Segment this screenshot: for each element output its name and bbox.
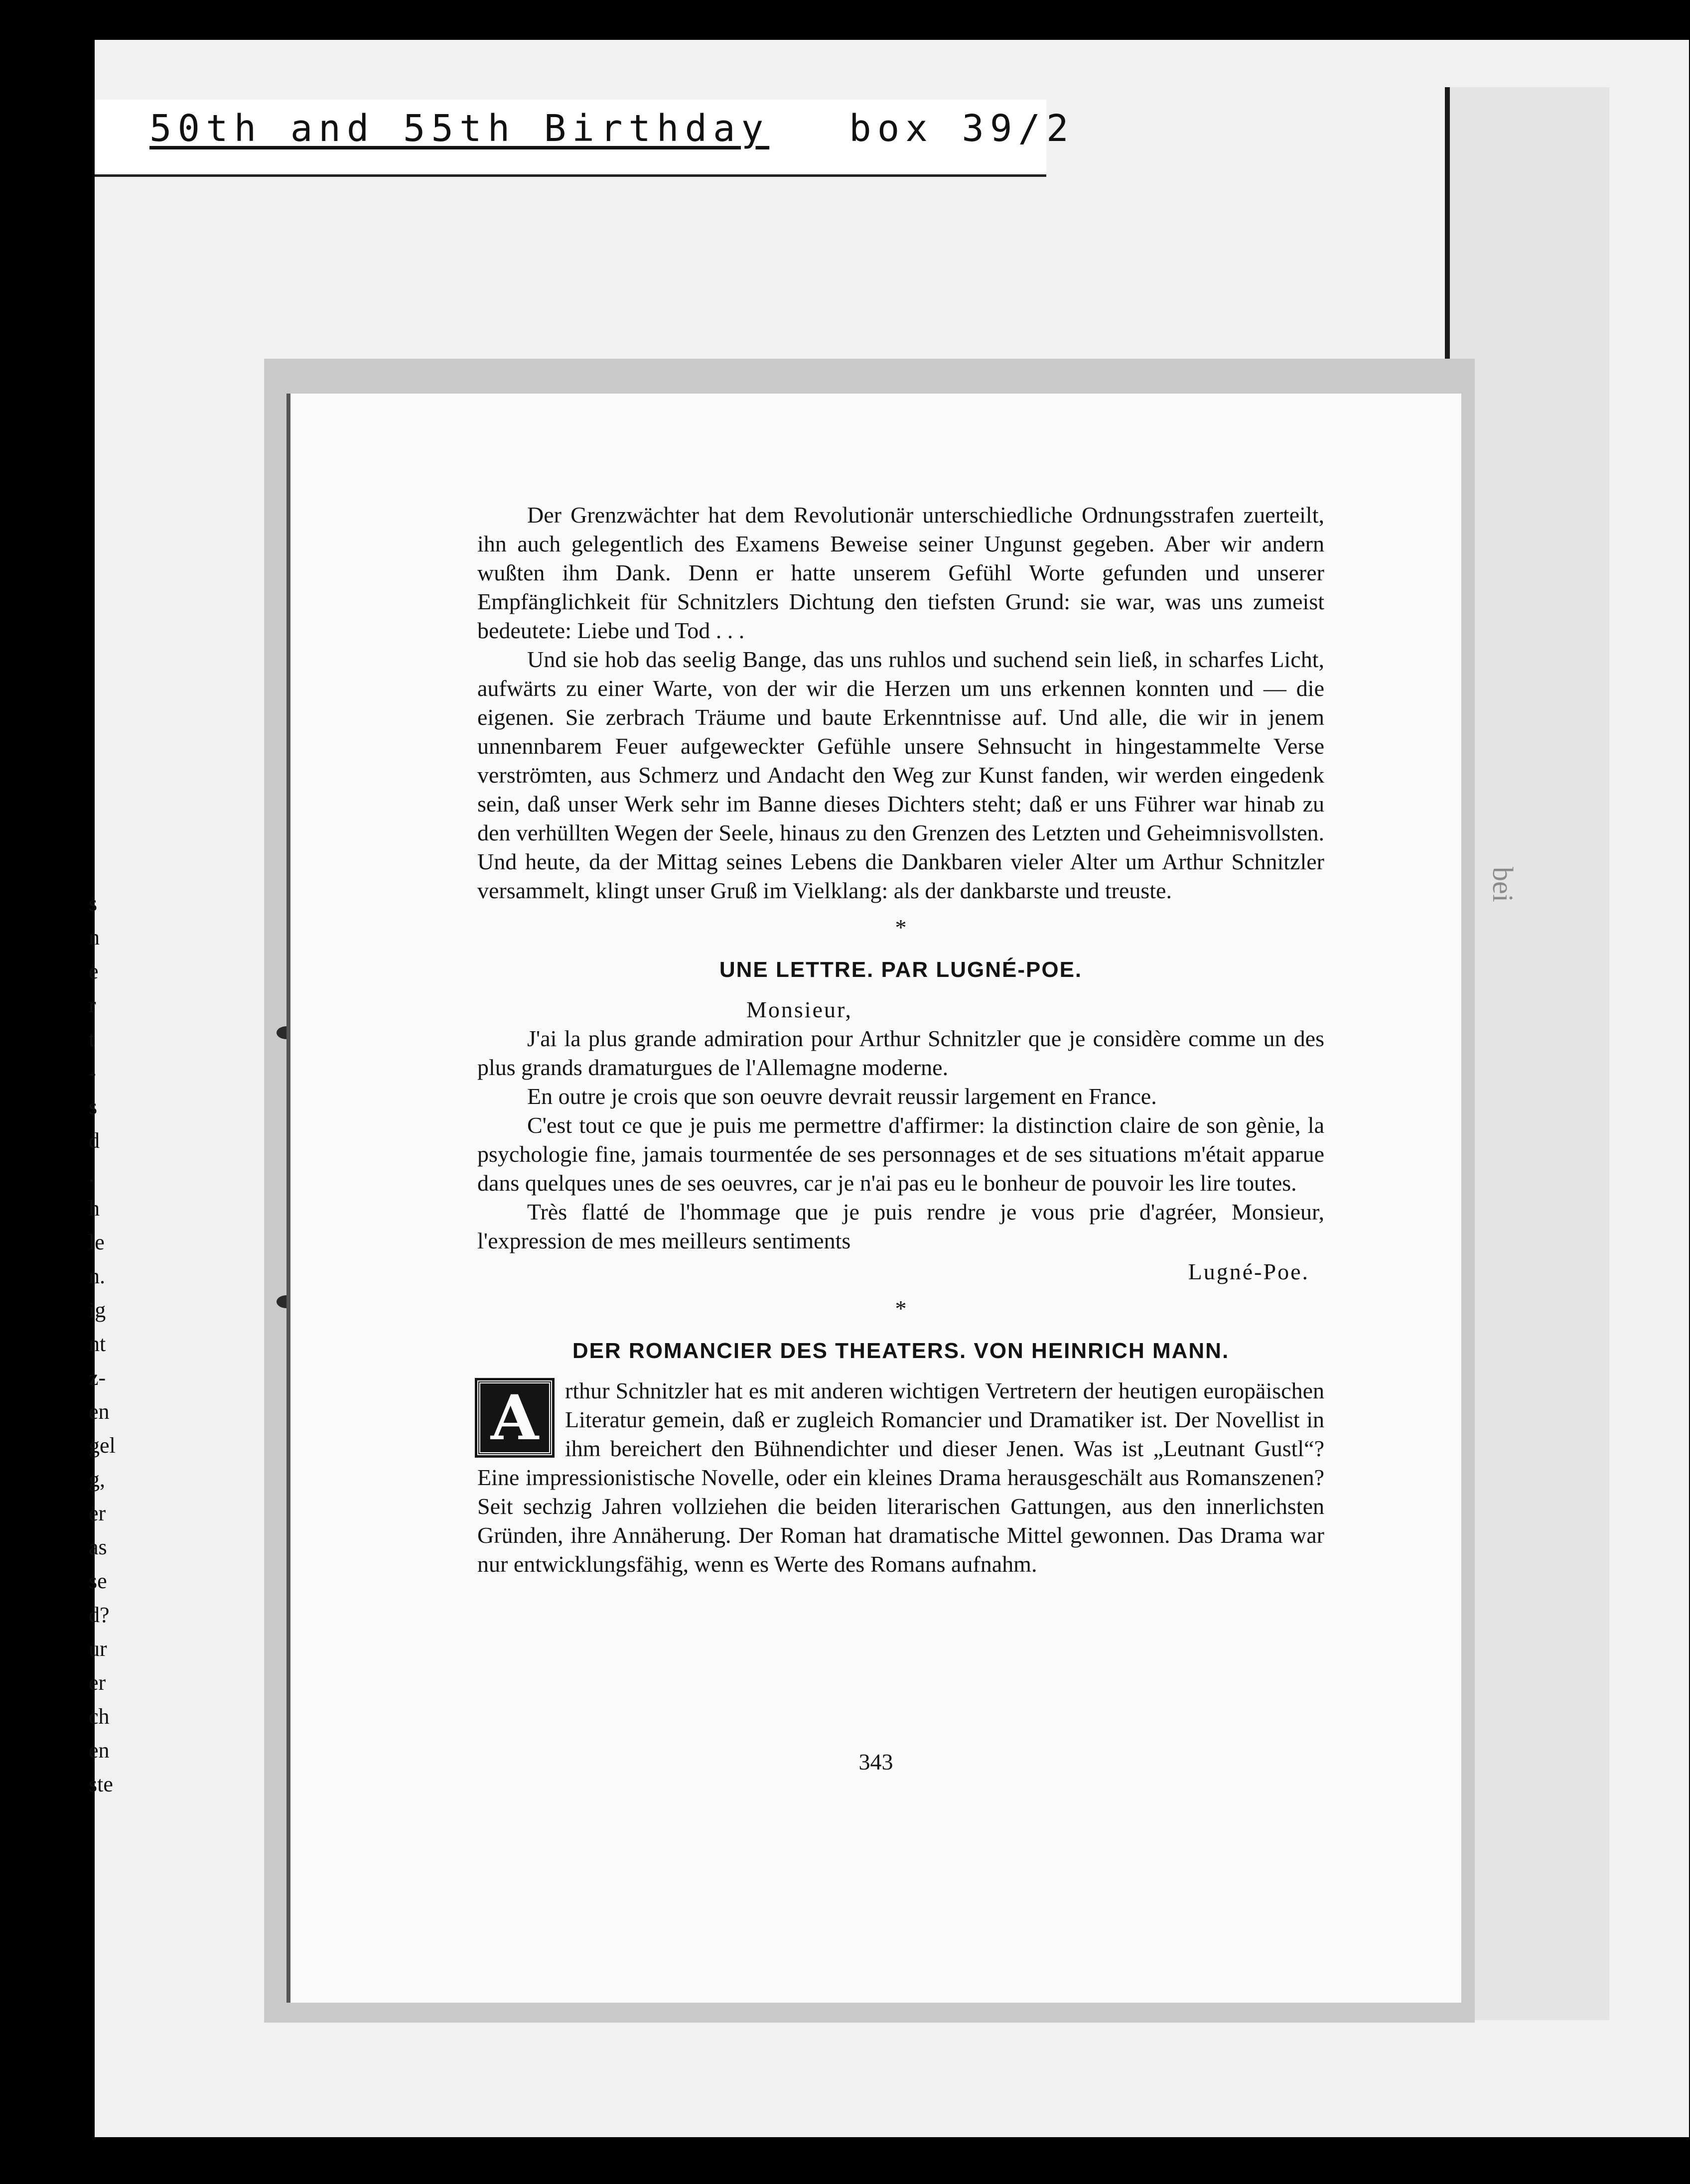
edge-fragment: . [89,1162,94,1187]
letter-paragraph: Très flatté de l'hommage que je puis rendre je vous prie d'agréer, Monsieur, l'expression de mes meilleurs sentiments [477,1199,1324,1253]
page-number: 343 [858,1749,893,1774]
letter-signature: Lugné-Poe. [1188,1259,1309,1284]
clipped-page [286,394,1461,2003]
edge-fragment: d [89,1128,100,1153]
section-separator: * [895,915,907,940]
edge-fragment: as [89,1535,107,1559]
body-paragraph: Der Grenzwächter hat dem Revolutionär unterschiedliche Ordnungsstrafen zuerteilt, ihn auch gelegentlich des Examens Beweise seiner Ungunst gegeben. Aber wir andern wußten ihm Dank. Denn er hatte unserem Gefühl Worte gefunden und unserer Empfänglichkeit für Schnitzlers Dichtung den tiefsten Grund: sie war, was uns zumeist bedeutete: Liebe und Tod . . . [477,502,1324,643]
edge-fragment: e [89,959,99,983]
edge-fragment: n [89,925,100,950]
edge-fragment: - [89,1061,96,1085]
section-separator: * [895,1296,907,1321]
letter-paragraph: En outre je crois que son oeuvre devrait reussir largement en France. [527,1084,1157,1109]
section-heading: UNE LETTRE. PAR LUGNÉ-POE. [719,957,1083,982]
edge-fragment: ch [89,1704,110,1729]
edge-fragment: ig [89,1298,106,1322]
edge-fragment: t [89,1027,95,1051]
box-label: box 39/2 [849,107,1075,150]
folder-label: 50th and 55th Birthday [149,107,770,150]
edge-fragment: er [89,1501,106,1525]
body-paragraph: Und sie hob das seelig Bange, das uns ruhlos und suchend sein ließ, in scharfes Licht, aufwärts zu einer Warte, von der wir die Herzen um uns erkennen konnten und — die eigenen. Sie zerbrach Träume und baute Erkenntnisse auf. Und alle, die wir in jenem unnennbarem Feuer aufgeweckter Gefühle unsere Sehnsucht in hingestammelte Verse verströmten, aus Schmerz und Andacht den Weg zur Kunst fanden, wir werden eingedenk sein, daß unser Werk sehr im Banne dieses Dichters steht; daß er uns Führer war hinab zu den verhüllten Wegen der Seele, hinaus zu den Grenzen des Letzten und Geheimnisvollsten. Und heute, da der Mittag seines Lebens die Dankbaren vieler Alter um Arthur Schnitzler versammelt, klingt unser Gruß im Vielklang: als der dankbarste und treuste. [477,647,1324,903]
article-opening [477,1376,1324,1579]
edge-fragment: r [89,993,96,1017]
edge-fragment: n. [89,1264,105,1288]
edge-fragment: ur [89,1637,107,1661]
edge-fragment: le [89,1230,105,1254]
article-paragraph: rthur Schnitzler hat es mit anderen wichtigen Vertretern der heutigen europäischen Literatur gemein, daß er zugleich Romancier und Dramatiker ist. Der Novellist in ihm bereichert den Bühnendichter und dieser Jenen. Was ist „Leutnant Gustl“? Eine impressionistische Novelle, oder ein kleines Drama herausgeschält aus Romanszenen? Seit sechzig Jahren vollziehen die beiden literarischen Gattungen, aus den innerlichsten Gründen, ihre Annäherung. Der Roman hat dramatische Mittel gewonnen. Das Drama war nur entwicklungsfähig, wenn es Werte des Romans aufnahm. [477,1378,1324,1577]
edge-fragment: se [89,1569,107,1593]
section-heading: DER ROMANCIER DES THEATERS. VON HEINRICH MANN. [572,1339,1230,1363]
edge-fragment: gel [89,1433,116,1458]
edge-fragment: en [89,1399,110,1424]
edge-fragment: s [89,1094,98,1119]
edge-fragment: g, [89,1467,105,1492]
edge-fragment: nt [89,1332,106,1356]
archive-label [149,107,1075,150]
edge-fragment: z- [89,1365,106,1390]
edge-fragment: ste [89,1772,113,1796]
drop-cap: A [477,1380,552,1455]
handwritten-margin-note: bei [1487,867,1519,902]
edge-fragment: en [89,1738,110,1763]
edge-fragment: h [89,1196,100,1221]
letter-greeting: Monsieur, [746,997,852,1022]
letter-paragraph: C'est tout ce que je puis me permettre d'affirmer: la distinction claire de son gènie, la psychologie fine, jamais tourmentée de ses personnages et de ses situations m'était apparue dans quelques unes de ses oeuvres, car je n'ai pas eu le bonheur de pouvoir les lire toutes. [477,1112,1324,1196]
letter-paragraph: J'ai la plus grande admiration pour Arthur Schnitzler que je considère comme un des plus grands dramaturgues de l'Allemagne moderne. [477,1026,1324,1080]
edge-fragment: er [89,1670,106,1695]
cut-off-page-edge-text [89,887,117,1801]
page-content [477,501,1324,1579]
edge-fragment: s [89,891,98,916]
edge-fragment: d? [89,1603,110,1627]
